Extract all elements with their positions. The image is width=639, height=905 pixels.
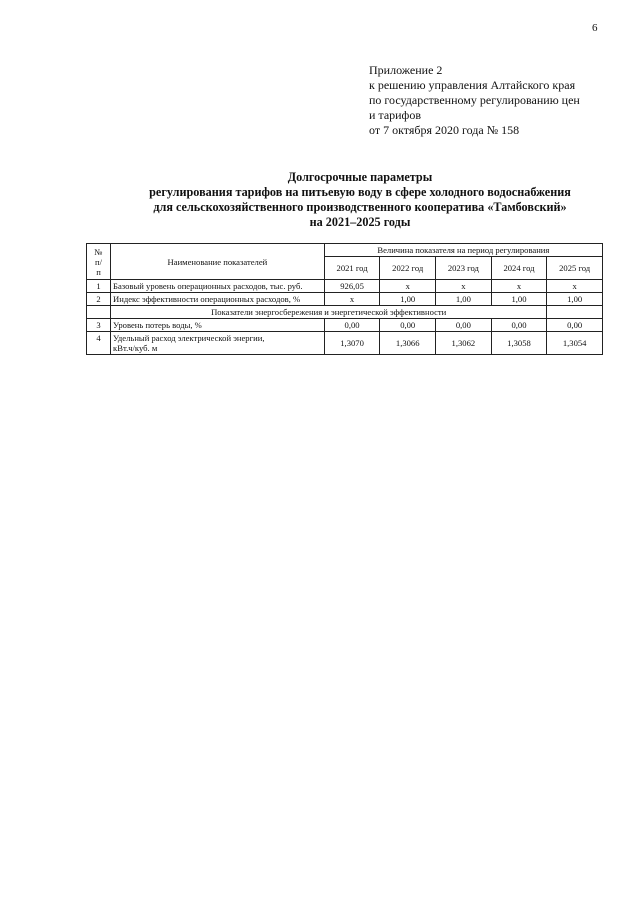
section-title: Показатели энергосбережения и энергетической эффективности <box>111 306 547 319</box>
header-year-cell: 2025 год <box>547 257 603 280</box>
row-value: 1,3066 <box>380 332 436 355</box>
row-value: х <box>547 280 603 293</box>
page-number: 6 <box>592 22 598 34</box>
section-empty-cell <box>87 306 111 319</box>
row-name: Индекс эффективности операционных расходов, % <box>111 293 325 306</box>
title-line: Долгосрочные параметры <box>287 170 433 184</box>
header-group-cell: Величина показателя на период регулирования <box>324 244 602 257</box>
table-row <box>87 319 603 332</box>
row-num: 3 <box>87 319 111 332</box>
header-num-line: п <box>96 266 101 277</box>
appendix-line: Приложение 2 <box>369 63 443 77</box>
section-empty-cell <box>547 306 603 319</box>
title-line: для сельскохозяйственного производственного кооператива «Тамбовский» <box>153 200 567 214</box>
header-name-cell: Наименование показателей <box>111 244 325 280</box>
appendix-line: по государственному регулированию цен <box>369 93 580 107</box>
row-name: Базовый уровень операционных расходов, тыс. руб. <box>111 280 325 293</box>
document-title <box>100 170 620 230</box>
row-value: х <box>436 280 492 293</box>
row-value: 1,3062 <box>436 332 492 355</box>
row-value: 0,00 <box>324 319 380 332</box>
row-value: 926,05 <box>324 280 380 293</box>
table-row <box>87 280 603 293</box>
row-value: 1,00 <box>380 293 436 306</box>
title-line: регулирования тарифов на питьевую воду в сфере холодного водоснабжения <box>149 185 571 199</box>
header-num-line: п/ <box>95 256 103 267</box>
row-value: 0,00 <box>547 319 603 332</box>
table-section-row <box>87 306 603 319</box>
row-value: 1,00 <box>491 293 547 306</box>
parameters-table <box>86 243 603 355</box>
row-value: х <box>491 280 547 293</box>
row-value: 1,3058 <box>491 332 547 355</box>
row-value: 1,00 <box>547 293 603 306</box>
table-row <box>87 332 603 355</box>
row-name-line: Удельный расход электрической энергии, <box>113 333 265 343</box>
header-num-line: № <box>94 246 103 257</box>
table-header-row <box>87 244 603 257</box>
row-value: 1,00 <box>436 293 492 306</box>
row-value: х <box>324 293 380 306</box>
header-year-cell: 2021 год <box>324 257 380 280</box>
title-line: на 2021–2025 годы <box>309 215 411 229</box>
row-name <box>111 332 325 355</box>
row-value: 1,3054 <box>547 332 603 355</box>
header-year-cell: 2022 год <box>380 257 436 280</box>
row-num: 1 <box>87 280 111 293</box>
appendix-header <box>369 63 631 138</box>
row-value: 1,3070 <box>324 332 380 355</box>
row-name: Уровень потерь воды, % <box>111 319 325 332</box>
appendix-line: от 7 октября 2020 года № 158 <box>369 123 520 137</box>
header-year-cell: 2024 год <box>491 257 547 280</box>
row-name-line: кВт.ч/куб. м <box>113 343 158 353</box>
row-value: 0,00 <box>380 319 436 332</box>
table-row <box>87 293 603 306</box>
row-value: 0,00 <box>491 319 547 332</box>
header-num-cell <box>87 244 111 280</box>
appendix-line: к решению управления Алтайского края <box>369 78 576 92</box>
appendix-line: и тарифов <box>369 108 422 122</box>
header-year-cell: 2023 год <box>436 257 492 280</box>
row-value: 0,00 <box>436 319 492 332</box>
row-num: 2 <box>87 293 111 306</box>
row-num: 4 <box>87 332 111 355</box>
row-value: х <box>380 280 436 293</box>
